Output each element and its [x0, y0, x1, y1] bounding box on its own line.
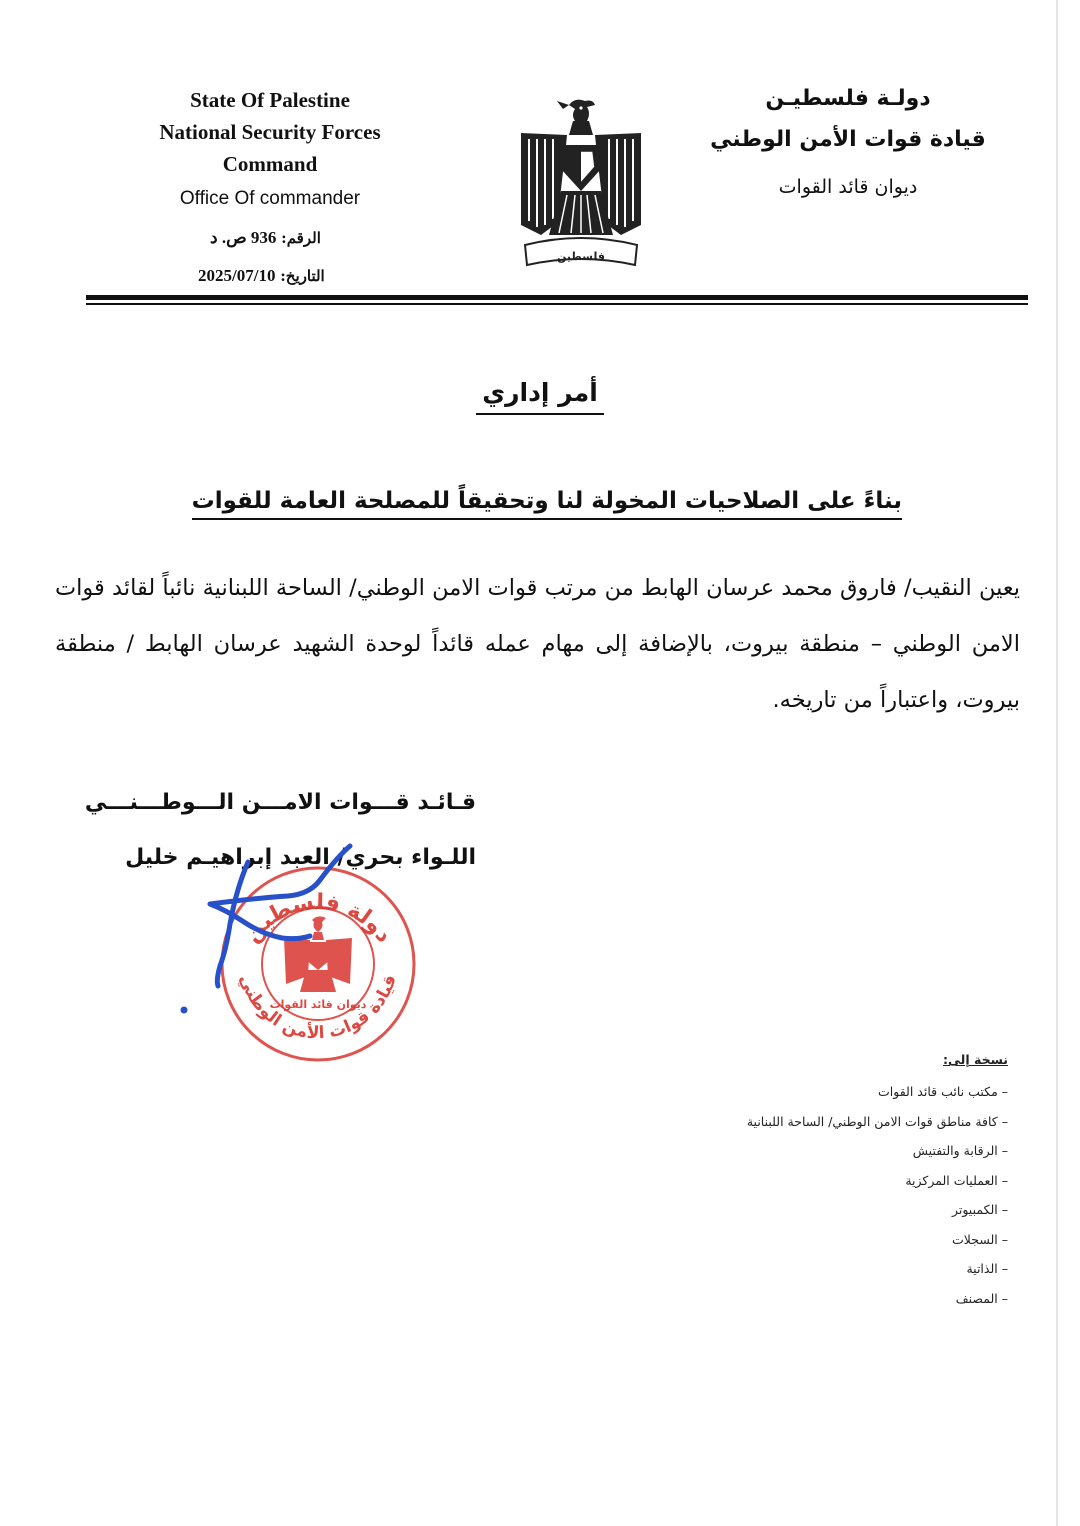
palestine-eagle-emblem-icon: [517, 95, 645, 277]
document-title: أمر إداري: [0, 378, 1080, 407]
header-ar-line1: دولـة فلسطيـن: [765, 86, 931, 111]
signatory-name: اللـواء بحري/ العبد إبراهيـم خليل: [125, 845, 476, 870]
copies-heading: نسخة إلى:: [943, 1052, 1008, 1067]
scan-edge: [1056, 0, 1058, 1526]
handwritten-signature-icon: [170, 840, 370, 1030]
header-ar-line3: ديوان قائد القوات: [778, 176, 918, 198]
stamp-top-text: دولة فلسطين: [239, 889, 397, 948]
header-en-line3: Command: [222, 152, 318, 176]
header-arabic: [708, 82, 988, 210]
signatory-title: قـائـد قـــوات الامـــن الـــوطـــنـــي: [84, 790, 476, 815]
copies-item: – الرقابة والتفتيش: [747, 1136, 1008, 1166]
copies-list: [747, 1052, 1008, 1313]
header-divider-thin: [86, 303, 1028, 305]
document-preamble: بناءً على الصلاحيات المخولة لنا وتحقيقاً للمصلحة العامة للقوات: [192, 488, 902, 514]
reference-number: [210, 228, 321, 248]
reference-number-label: الرقم:: [281, 229, 321, 247]
copies-item: – المصنف: [747, 1284, 1008, 1314]
copies-item: – السجلات: [747, 1225, 1008, 1255]
reference-date-label: التاريخ:: [280, 267, 325, 285]
stamp-bottom-text: قيادة قوات الأمن الوطني: [235, 972, 401, 1044]
emblem-label: فلسطين: [557, 250, 605, 263]
copies-item: – العمليات المركزية: [747, 1166, 1008, 1196]
header-en-line2: National Security Forces: [159, 120, 381, 144]
copies-item: – مكتب نائب قائد القوات: [747, 1077, 1008, 1107]
copies-item: – الكمبيوتر: [747, 1195, 1008, 1225]
reference-date: [198, 266, 325, 286]
header-divider-thick: [86, 295, 1028, 300]
header-en-line4: Office Of commander: [179, 188, 361, 209]
header-en-line1: State Of Palestine: [190, 88, 350, 112]
header-ar-line2: قيادة قوات الأمن الوطني: [710, 127, 986, 152]
copies-item: – الذاتية: [747, 1254, 1008, 1284]
stamp-inner-text: ديوان قائد القوات: [269, 998, 367, 1011]
reference-date-value: 2025/07/10: [198, 266, 276, 285]
reference-number-value: 936 ص. د: [210, 228, 277, 247]
header-english: [120, 84, 420, 216]
copies-item: – كافة مناطق قوات الامن الوطني/ الساحة اللبنانية: [747, 1107, 1008, 1137]
document-body: يعين النقيب/ فاروق محمد عرسان الهابط من مرتب قوات الامن الوطني/ الساحة اللبنانية نائباً لقائد قوات الامن الوطني – منطقة بيروت، بالإضافة إلى مهام عمله قائداً لوحدة الشهيد عرسان الهابط / منطقة بيروت، واعتباراً من تاريخه.: [55, 575, 1020, 713]
